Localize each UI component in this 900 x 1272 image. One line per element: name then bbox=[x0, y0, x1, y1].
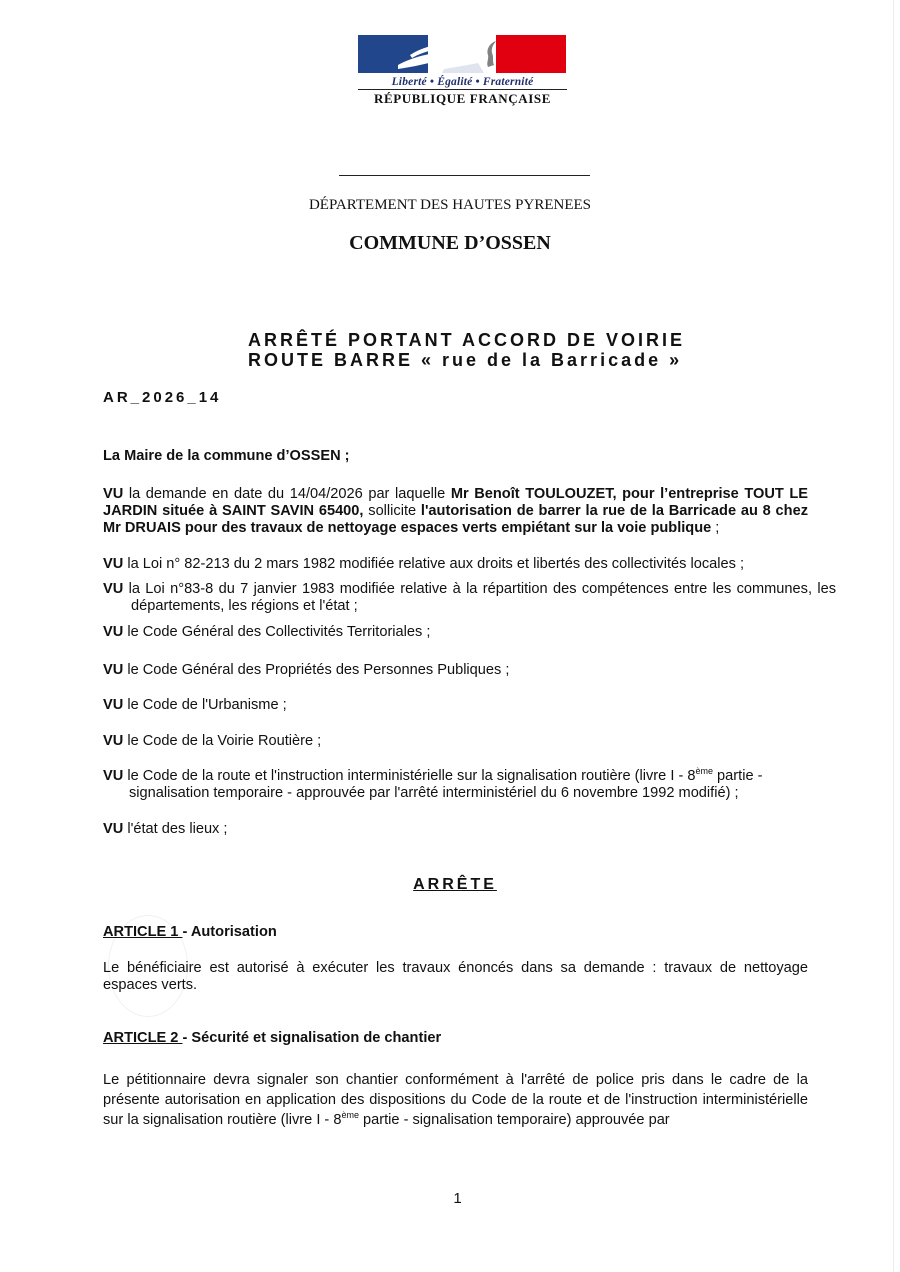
vu-item bbox=[103, 556, 808, 573]
vu-label: VU bbox=[103, 556, 124, 572]
article1-heading bbox=[103, 924, 277, 940]
article2-heading bbox=[103, 1030, 441, 1046]
article2-text-1: Le pétitionnaire devra signaler son chantier conformément à l'arrêté de police pris dans le cadre de la présente autorisation en application des dispositions du Code de la route et de l'instruction interministérielle sur la signalisation routière (livre I - 8 bbox=[103, 1072, 808, 1128]
article1-title: - Autorisation bbox=[182, 924, 277, 940]
commune-name: COMMUNE D’OSSEN bbox=[349, 232, 551, 254]
vu-item-text: le Code de la Voirie Routière ; bbox=[123, 733, 322, 749]
vu-item-text: la Loi n°83-8 du 7 janvier 1983 modifiée relative à la répartition des compétences entre les communes, les départements, les régions et l'état ; bbox=[123, 581, 836, 614]
vu-item-text: la Loi n° 82-213 du 2 mars 1982 modifiée relative aux droits et libertés des collectivités locales ; bbox=[123, 556, 745, 572]
article2-text bbox=[103, 1070, 808, 1130]
vu-item-text: le Code Général des Collectivités Territoriales ; bbox=[123, 624, 431, 640]
demande-text-3: sollicite bbox=[363, 503, 421, 519]
article2-text-2: partie - signalisation temporaire) approuvée par bbox=[358, 1112, 670, 1128]
vu-label: VU bbox=[103, 662, 124, 678]
vu-item bbox=[103, 697, 808, 714]
vu-label: VU bbox=[103, 697, 124, 713]
vu-item bbox=[103, 821, 808, 838]
vu-item-text: le Code de l'Urbanisme ; bbox=[123, 697, 287, 713]
vu-label: VU bbox=[103, 624, 124, 640]
tricolor-flag bbox=[358, 35, 566, 73]
motto: Liberté • Égalité • Fraternité bbox=[391, 76, 534, 88]
vu-label: VU bbox=[103, 821, 124, 837]
scan-edge bbox=[893, 0, 894, 1272]
vu-item bbox=[103, 624, 808, 641]
demande-text-5: ; bbox=[711, 520, 720, 536]
motto-rule bbox=[358, 89, 567, 90]
vu-label: VU bbox=[103, 581, 124, 597]
vu-route-text-2: partie - signalisation temporaire - approuvée par l'arrêté interministériel du 6 novembre 1992 modifié) ; bbox=[129, 768, 763, 801]
demande-text-4: l'autorisation de barrer la rue de la Barricade au 8 chez Mr DRUAIS pour des travaux de nettoyage espaces verts empiétant sur la voie publique bbox=[103, 503, 808, 536]
vu-item-route bbox=[103, 768, 834, 802]
decree-title-line1: ARRÊTÉ PORTANT ACCORD DE VOIRIE bbox=[248, 330, 686, 350]
header-separator bbox=[339, 175, 590, 176]
department-name: DÉPARTEMENT DES HAUTES PYRENEES bbox=[308, 197, 592, 213]
vu-label: VU bbox=[103, 768, 124, 784]
vu-item bbox=[103, 581, 836, 615]
republic-name: RÉPUBLIQUE FRANÇAISE bbox=[373, 91, 552, 106]
vu-demande bbox=[103, 486, 808, 537]
vu-item bbox=[103, 662, 808, 679]
superscript: ème bbox=[695, 766, 713, 777]
vu-item bbox=[103, 733, 808, 750]
vu-label: VU bbox=[103, 733, 124, 749]
article2-title: - Sécurité et signalisation de chantier bbox=[182, 1030, 442, 1046]
vu-item-text: l'état des lieux ; bbox=[123, 821, 228, 837]
article2-label: ARTICLE 2 bbox=[103, 1030, 183, 1046]
vu-item-text: le Code Général des Propriétés des Personnes Publiques ; bbox=[123, 662, 510, 678]
vu-label: VU bbox=[103, 486, 124, 502]
vu-route-text-1: le Code de la route et l'instruction interministérielle sur la signalisation routière (livre I - 8 bbox=[123, 768, 696, 784]
superscript: ème bbox=[341, 1110, 359, 1121]
intro-line bbox=[103, 448, 808, 465]
demande-text-1: la demande en date du 14/04/2026 par laquelle bbox=[123, 486, 451, 502]
page-number: 1 bbox=[453, 1190, 462, 1207]
arrete-heading: ARRÊTE bbox=[413, 876, 497, 893]
intro-text: La Maire de la commune d’OSSEN ; bbox=[103, 448, 350, 464]
marianne-profile-icon bbox=[358, 35, 566, 73]
article1-label: ARTICLE 1 bbox=[103, 924, 183, 940]
demande-text-2: Mr Benoît TOULOUZET, pour l’entreprise TOUT LE JARDIN située à SAINT SAVIN 65400, bbox=[103, 486, 808, 519]
marianne-logo bbox=[358, 35, 567, 107]
decree-title-line2: ROUTE BARRE « rue de la Barricade » bbox=[248, 350, 683, 370]
decree-reference: AR_2026_14 bbox=[103, 389, 222, 406]
article1-text: Le bénéficiaire est autorisé à exécuter les travaux énoncés dans sa demande : travaux de nettoyage espaces verts. bbox=[103, 960, 808, 993]
